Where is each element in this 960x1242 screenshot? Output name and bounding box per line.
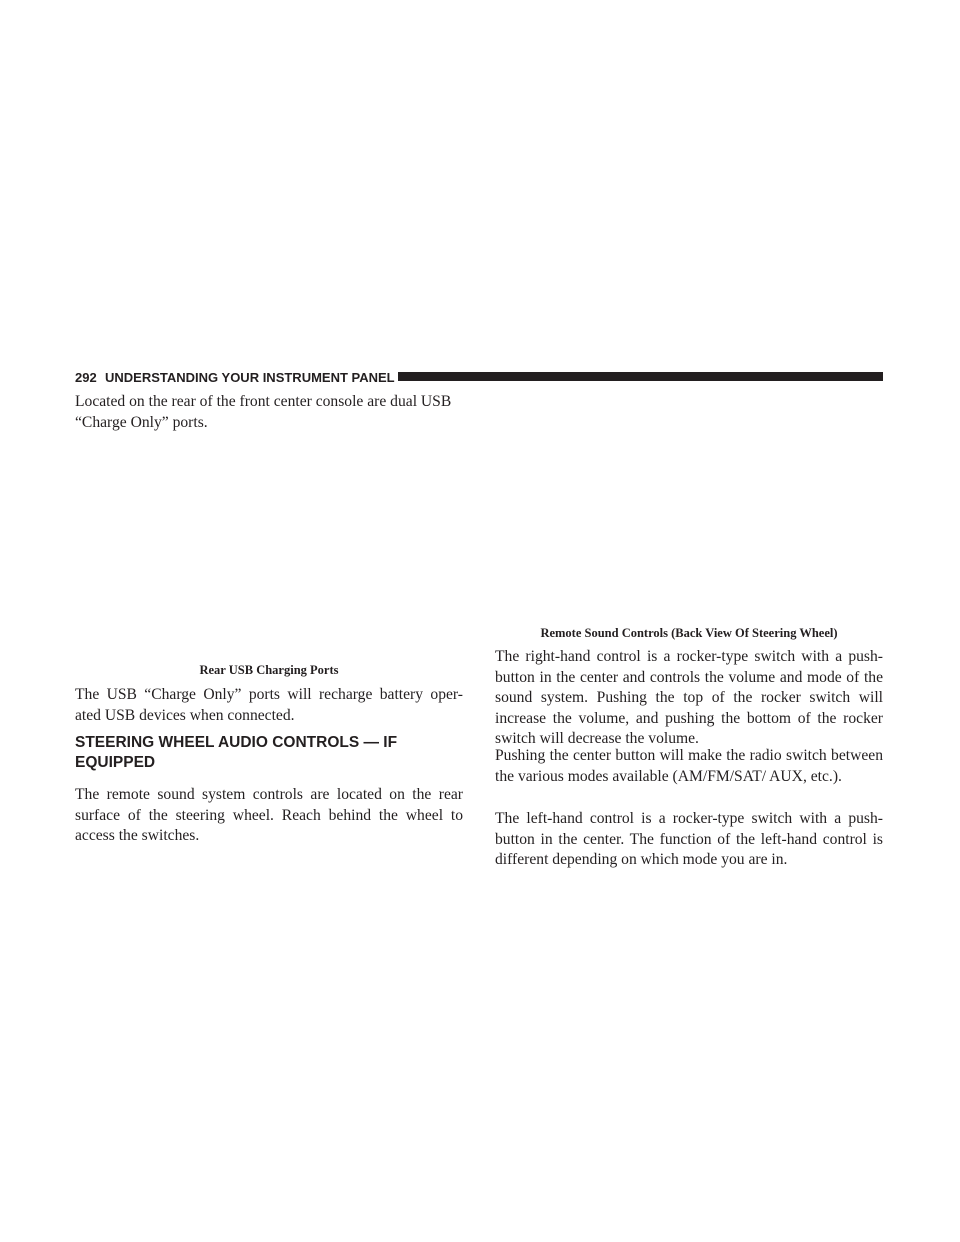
section-title: UNDERSTANDING YOUR INSTRUMENT PANEL [105, 370, 395, 385]
center-button-paragraph: Pushing the center button will make the radio switch between the various modes available (AM/FM/SAT/ AUX, etc.). [495, 747, 883, 785]
page-header [75, 370, 883, 386]
left-control-paragraph: The left-hand control is a rocker-type switch with a push- button in the center. The function of the left-hand control is different depending on which mode you are in. [495, 810, 883, 868]
section-heading: STEERING WHEEL AUDIO CONTROLS — IF EQUIPPED [75, 734, 398, 771]
steering-wheel-figure [495, 392, 883, 620]
page-number: 292 [75, 370, 97, 385]
rear-usb-figure [75, 440, 463, 658]
header-rule [398, 372, 883, 381]
steering-wheel-caption: Remote Sound Controls (Back View Of Steering Wheel) [540, 626, 838, 640]
controls-paragraph: The remote sound system controls are located on the rear surface of the steering wheel. Reach behind the wheel to access the switches. [75, 786, 463, 844]
right-control-paragraph: The right-hand control is a rocker-type switch with a push-button in the center and controls the volume and mode of the sound system. Pushing the top of the rocker switch will increase the volume, and pushing the bottom of the rocker switch will decrease the volume. [495, 648, 883, 747]
rear-usb-caption: Rear USB Charging Ports [199, 663, 339, 677]
intro-paragraph: Located on the rear of the front center console are dual USB “Charge Only” ports. [75, 393, 452, 431]
usb-paragraph: The USB “Charge Only” ports will recharge battery oper- ated USB devices when connected. [75, 686, 463, 724]
